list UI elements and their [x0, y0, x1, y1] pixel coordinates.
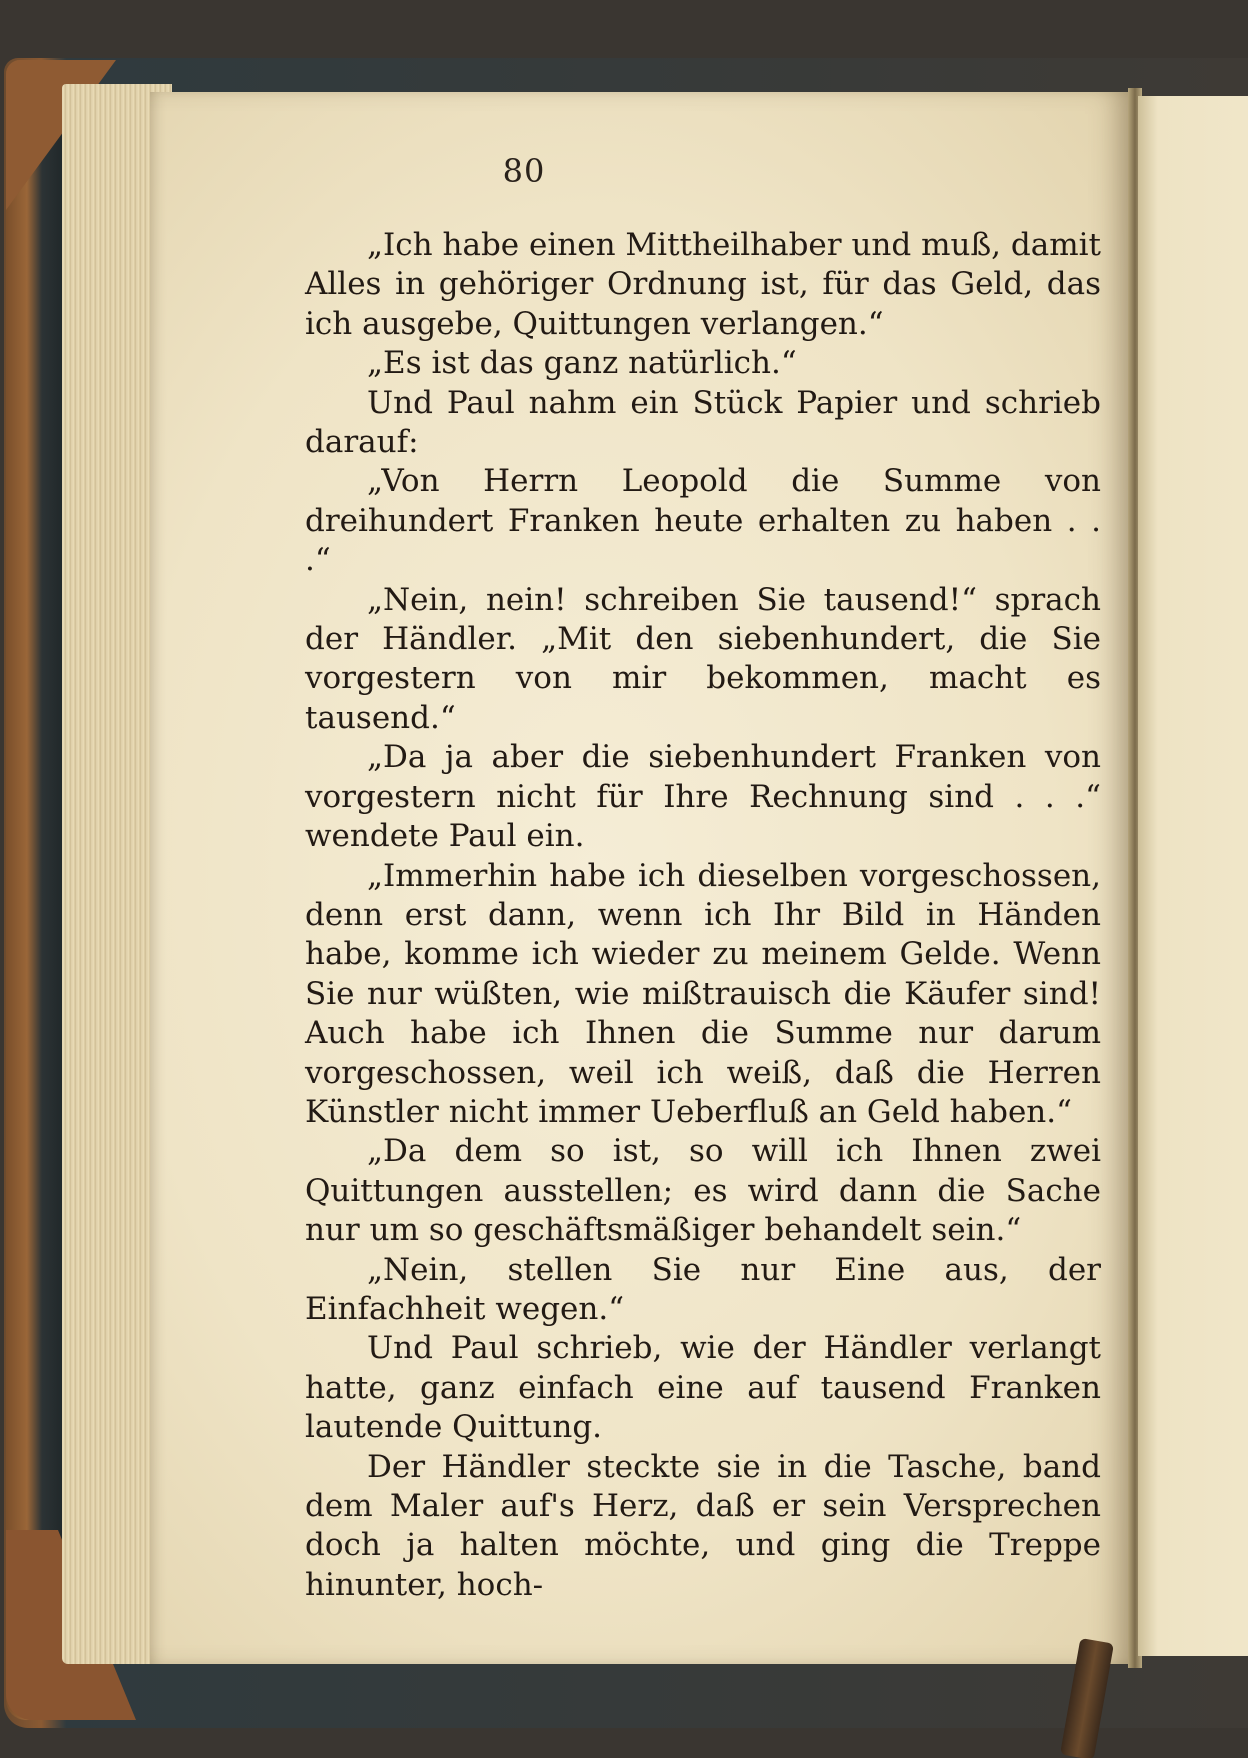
page-number-container [150, 152, 1248, 190]
paragraph: „Ich habe einen Mittheilhaber und muß, damit Alles in gehöriger Ordnung ist, für das Geld, das ich ausgebe, Quittungen verlangen.“ [305, 227, 1101, 342]
right-page-partial [1138, 96, 1248, 1656]
paragraph: „Da dem so ist, so will ich Ihnen zwei Quittungen ausstellen; es wird dann die Sache nur um so geschäftsmäßiger behandelt sein.“ [305, 1133, 1101, 1249]
page-number: 80 [502, 152, 546, 190]
paragraph: Der Händler steckte sie in die Tasche, band dem Maler auf's Herz, daß er sein Versprechen doch ja halten möchte, und ging die Treppe hinunter, hoch- [305, 1448, 1101, 1603]
paragraph: „Es ist das ganz natürlich.“ [367, 345, 797, 382]
page-body-text [305, 226, 1101, 1605]
paragraph: „Nein, stellen Sie nur Eine aus, der Einfachheit wegen.“ [305, 1251, 1101, 1327]
paragraph: Und Paul nahm ein Stück Papier und schrieb darauf: [305, 384, 1101, 461]
paragraph: Und Paul schrieb, wie der Händler verlangt hatte, ganz einfach eine auf tausend Franken lautende Quittung. [305, 1330, 1101, 1446]
paragraph: „Von Herrn Leopold die Summe von dreihundert Franken heute erhalten zu haben . . .“ [305, 463, 1101, 579]
book-spine-edge [6, 60, 66, 1720]
paragraph: „Nein, nein! schreiben Sie tausend!“ sprach der Händler. „Mit den siebenhundert, die Sie vorgestern von mir bekommen, macht es tausend.“ [305, 581, 1101, 736]
paragraph: „Da ja aber die siebenhundert Franken von vorgestern nicht für Ihre Rechnung sind . . .“ wendete Paul ein. [305, 739, 1101, 855]
paragraph: „Immerhin habe ich dieselben vorgeschossen, denn erst dann, wenn ich Ihr Bild in Händen habe, komme ich wieder zu meinem Gelde. Wenn Sie nur wüßten, wie mißtrauisch die Käufer sind! Auch habe ich Ihnen die Summe nur darum vorgeschossen, weil ich weiß, daß die Herren Künstler nicht immer Ueberfluß an Geld haben.“ [305, 857, 1101, 1130]
